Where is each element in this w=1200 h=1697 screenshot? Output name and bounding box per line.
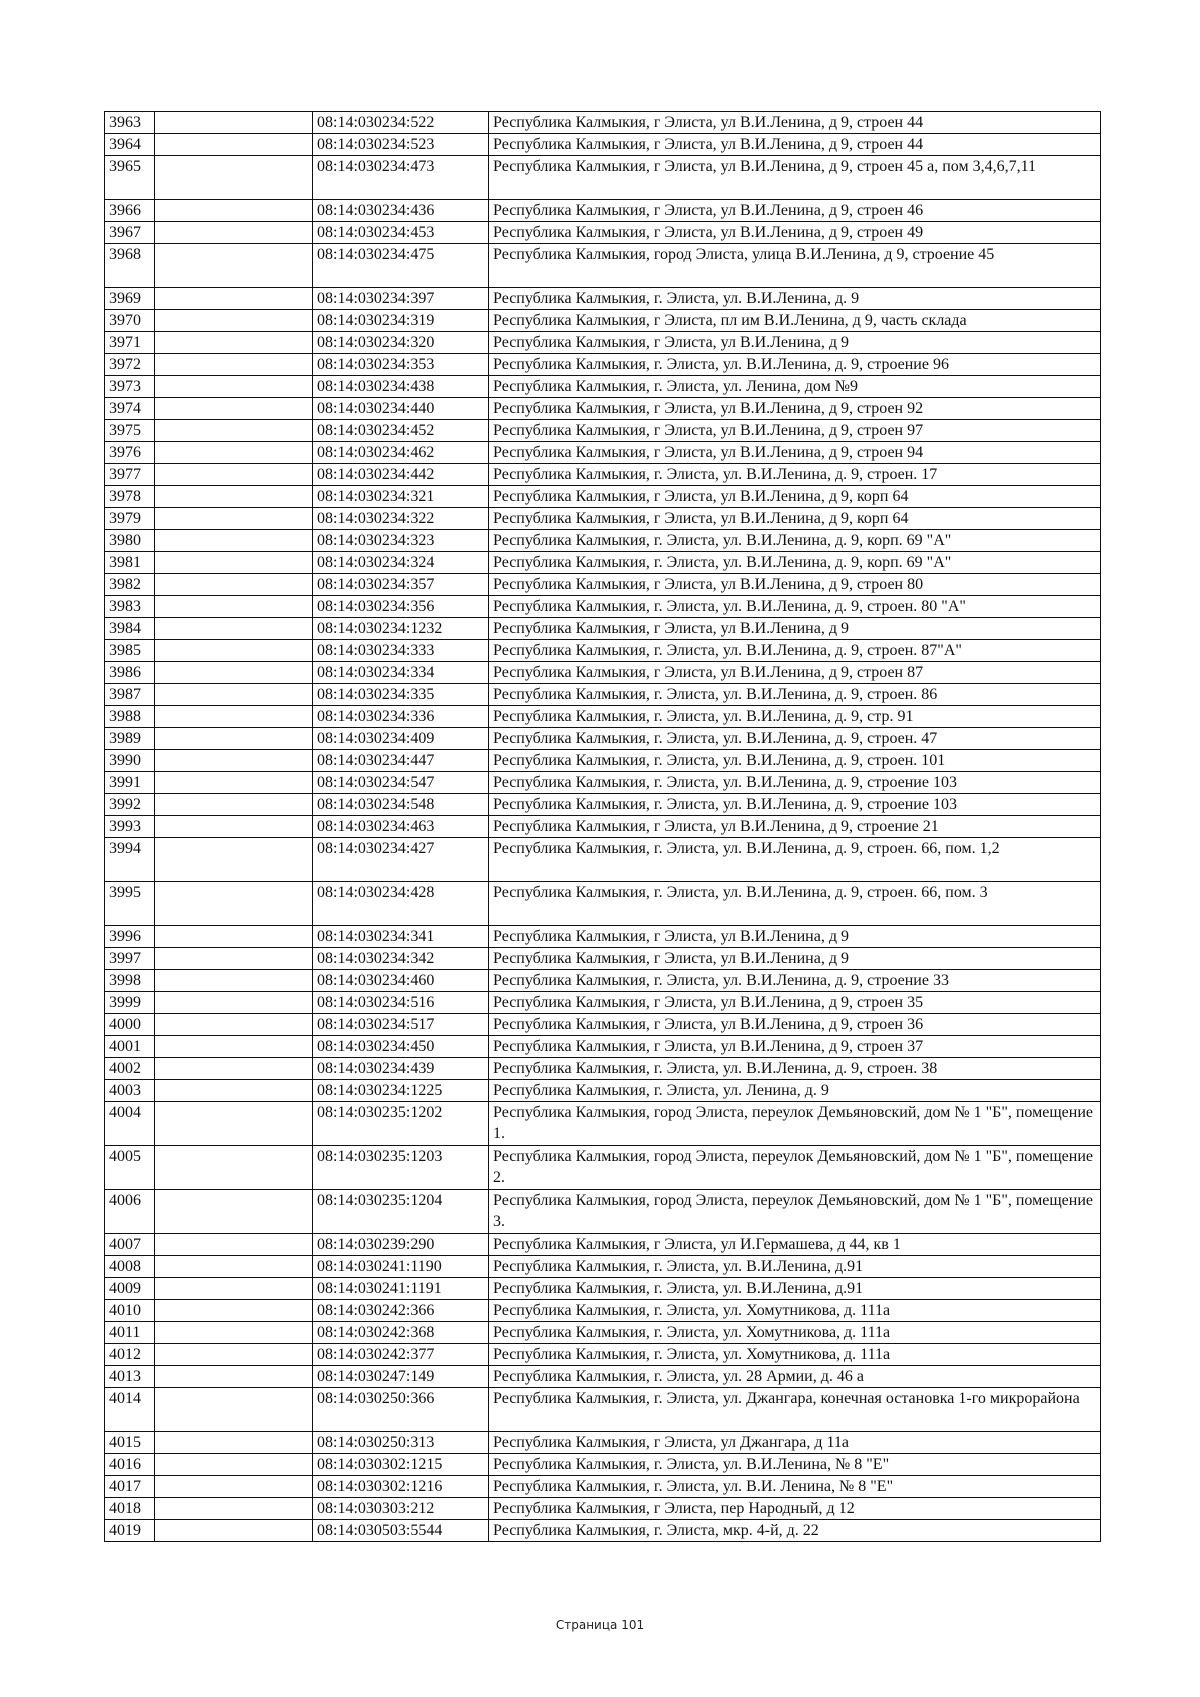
cadastral-number-cell: 08:14:030235:1204	[313, 1190, 489, 1234]
table-row	[105, 156, 1101, 200]
empty-cell	[155, 1344, 313, 1366]
row-number-cell: 3986	[105, 662, 155, 684]
address-cell: Республика Калмыкия, город Элиста, переулок Демьяновский, дом № 1 "Б", помещение 1.	[489, 1102, 1101, 1146]
cadastral-number-cell: 08:14:030234:453	[313, 222, 489, 244]
table-row	[105, 1454, 1101, 1476]
table-row	[105, 1322, 1101, 1344]
row-number-cell: 3998	[105, 970, 155, 992]
row-number-cell: 3978	[105, 486, 155, 508]
cadastral-number-cell: 08:14:030234:323	[313, 530, 489, 552]
empty-cell	[155, 222, 313, 244]
cadastral-number-cell: 08:14:030234:397	[313, 288, 489, 310]
table-row	[105, 1520, 1101, 1542]
table-row	[105, 948, 1101, 970]
table-row	[105, 1190, 1101, 1234]
empty-cell	[155, 552, 313, 574]
address-cell: Республика Калмыкия, г Элиста, ул В.И.Ленина, д 9, строен 46	[489, 200, 1101, 222]
empty-cell	[155, 354, 313, 376]
table-row	[105, 1366, 1101, 1388]
property-registry-table	[104, 111, 1101, 1542]
address-cell: Республика Калмыкия, г. Элиста, ул. В.И.Ленина, д.91	[489, 1278, 1101, 1300]
empty-cell	[155, 1190, 313, 1234]
row-number-cell: 3993	[105, 816, 155, 838]
empty-cell	[155, 970, 313, 992]
table-row	[105, 1388, 1101, 1432]
row-number-cell: 3983	[105, 596, 155, 618]
empty-cell	[155, 1520, 313, 1542]
row-number-cell: 3999	[105, 992, 155, 1014]
empty-cell	[155, 486, 313, 508]
cadastral-number-cell: 08:14:030234:462	[313, 442, 489, 464]
address-cell: Республика Калмыкия, г Элиста, ул В.И.Ленина, д 9, строен 97	[489, 420, 1101, 442]
address-cell: Республика Калмыкия, город Элиста, переулок Демьяновский, дом № 1 "Б", помещение 2.	[489, 1146, 1101, 1190]
address-cell: Республика Калмыкия, г Элиста, ул В.И.Ленина, д 9, строение 21	[489, 816, 1101, 838]
address-cell: Республика Калмыкия, г. Элиста, ул. В.И. Ленина, № 8 "Е"	[489, 1476, 1101, 1498]
table-row	[105, 442, 1101, 464]
empty-cell	[155, 1256, 313, 1278]
address-cell: Республика Калмыкия, г. Элиста, ул. Ленина, дом №9	[489, 376, 1101, 398]
table-row	[105, 992, 1101, 1014]
address-cell: Республика Калмыкия, г. Элиста, ул. В.И.Ленина, д. 9, корп. 69 "А"	[489, 552, 1101, 574]
address-cell: Республика Калмыкия, г Элиста, ул И.Гермашева, д 44, кв 1	[489, 1234, 1101, 1256]
row-number-cell: 3974	[105, 398, 155, 420]
row-number-cell: 3985	[105, 640, 155, 662]
address-cell: Республика Калмыкия, г. Элиста, ул. В.И.Ленина, д. 9, строен. 47	[489, 728, 1101, 750]
empty-cell	[155, 156, 313, 200]
row-number-cell: 4005	[105, 1146, 155, 1190]
table-row	[105, 354, 1101, 376]
cadastral-number-cell: 08:14:030242:368	[313, 1322, 489, 1344]
address-cell: Республика Калмыкия, г Элиста, пер Народный, д 12	[489, 1498, 1101, 1520]
empty-cell	[155, 596, 313, 618]
address-cell: Республика Калмыкия, г. Элиста, ул. Ленина, д. 9	[489, 1080, 1101, 1102]
row-number-cell: 3969	[105, 288, 155, 310]
cadastral-number-cell: 08:14:030234:463	[313, 816, 489, 838]
table-row	[105, 1014, 1101, 1036]
table-row	[105, 728, 1101, 750]
table-row	[105, 1278, 1101, 1300]
table-row	[105, 288, 1101, 310]
row-number-cell: 4009	[105, 1278, 155, 1300]
cadastral-number-cell: 08:14:030234:336	[313, 706, 489, 728]
table-row	[105, 794, 1101, 816]
address-cell: Республика Калмыкия, г. Элиста, ул. В.И.Ленина, д. 9, строение 96	[489, 354, 1101, 376]
empty-cell	[155, 992, 313, 1014]
cadastral-number-cell: 08:14:030235:1203	[313, 1146, 489, 1190]
table-row	[105, 816, 1101, 838]
cadastral-number-cell: 08:14:030234:522	[313, 112, 489, 134]
empty-cell	[155, 794, 313, 816]
row-number-cell: 3981	[105, 552, 155, 574]
address-cell: Республика Калмыкия, г Элиста, ул В.И.Ленина, д 9, строен 36	[489, 1014, 1101, 1036]
empty-cell	[155, 1102, 313, 1146]
row-number-cell: 4017	[105, 1476, 155, 1498]
empty-cell	[155, 112, 313, 134]
cadastral-number-cell: 08:14:030234:442	[313, 464, 489, 486]
address-cell: Республика Калмыкия, г. Элиста, ул. В.И.Ленина, д. 9, строен. 80 "А"	[489, 596, 1101, 618]
cadastral-number-cell: 08:14:030302:1216	[313, 1476, 489, 1498]
table-row	[105, 200, 1101, 222]
address-cell: Республика Калмыкия, г. Элиста, ул. В.И.Ленина, д. 9, строение 103	[489, 794, 1101, 816]
row-number-cell: 3977	[105, 464, 155, 486]
empty-cell	[155, 508, 313, 530]
cadastral-number-cell: 08:14:030234:333	[313, 640, 489, 662]
row-number-cell: 3973	[105, 376, 155, 398]
address-cell: Республика Калмыкия, г Элиста, ул В.И.Ленина, д 9, строен 44	[489, 112, 1101, 134]
table-row	[105, 464, 1101, 486]
cadastral-number-cell: 08:14:030234:341	[313, 926, 489, 948]
address-cell: Республика Калмыкия, г. Элиста, ул. В.И.Ленина, д. 9, строение 103	[489, 772, 1101, 794]
cadastral-number-cell: 08:14:030234:438	[313, 376, 489, 398]
cadastral-number-cell: 08:14:030239:290	[313, 1234, 489, 1256]
address-cell: Республика Калмыкия, г. Элиста, ул. В.И.Ленина, д. 9, корп. 69 "А"	[489, 530, 1101, 552]
cadastral-number-cell: 08:14:030503:5544	[313, 1520, 489, 1542]
row-number-cell: 4016	[105, 1454, 155, 1476]
cadastral-number-cell: 08:14:030234:516	[313, 992, 489, 1014]
row-number-cell: 4007	[105, 1234, 155, 1256]
table-row	[105, 772, 1101, 794]
row-number-cell: 3994	[105, 838, 155, 882]
empty-cell	[155, 1322, 313, 1344]
cadastral-number-cell: 08:14:030241:1191	[313, 1278, 489, 1300]
table-row	[105, 706, 1101, 728]
cadastral-number-cell: 08:14:030234:523	[313, 134, 489, 156]
table-row	[105, 244, 1101, 288]
row-number-cell: 3976	[105, 442, 155, 464]
table-row	[105, 662, 1101, 684]
cadastral-number-cell: 08:14:030234:1225	[313, 1080, 489, 1102]
row-number-cell: 3992	[105, 794, 155, 816]
table-row	[105, 1080, 1101, 1102]
table-row	[105, 486, 1101, 508]
address-cell: Республика Калмыкия, город Элиста, улица В.И.Ленина, д 9, строение 45	[489, 244, 1101, 288]
empty-cell	[155, 618, 313, 640]
cadastral-number-cell: 08:14:030250:313	[313, 1432, 489, 1454]
row-number-cell: 4010	[105, 1300, 155, 1322]
empty-cell	[155, 684, 313, 706]
registry-body	[105, 112, 1101, 1542]
address-cell: Республика Калмыкия, г. Элиста, ул. В.И.Ленина, д. 9, строен. 66, пом. 3	[489, 882, 1101, 926]
row-number-cell: 3972	[105, 354, 155, 376]
address-cell: Республика Калмыкия, г Элиста, ул В.И.Ленина, д 9, строен 92	[489, 398, 1101, 420]
row-number-cell: 4001	[105, 1036, 155, 1058]
address-cell: Республика Калмыкия, г Элиста, ул В.И.Ленина, д 9, строен 87	[489, 662, 1101, 684]
empty-cell	[155, 882, 313, 926]
address-cell: Республика Калмыкия, г Элиста, ул В.И.Ленина, д 9	[489, 948, 1101, 970]
empty-cell	[155, 574, 313, 596]
empty-cell	[155, 1498, 313, 1520]
cadastral-number-cell: 08:14:030234:547	[313, 772, 489, 794]
row-number-cell: 3997	[105, 948, 155, 970]
empty-cell	[155, 728, 313, 750]
cadastral-number-cell: 08:14:030247:149	[313, 1366, 489, 1388]
empty-cell	[155, 838, 313, 882]
empty-cell	[155, 310, 313, 332]
address-cell: Республика Калмыкия, г. Элиста, ул. В.И.Ленина, д. 9, строен. 38	[489, 1058, 1101, 1080]
empty-cell	[155, 706, 313, 728]
row-number-cell: 4003	[105, 1080, 155, 1102]
empty-cell	[155, 200, 313, 222]
row-number-cell: 3996	[105, 926, 155, 948]
row-number-cell: 3984	[105, 618, 155, 640]
cadastral-number-cell: 08:14:030234:473	[313, 156, 489, 200]
cadastral-number-cell: 08:14:030303:212	[313, 1498, 489, 1520]
address-cell: Республика Калмыкия, г Элиста, ул В.И.Ленина, д 9, строен 35	[489, 992, 1101, 1014]
empty-cell	[155, 442, 313, 464]
row-number-cell: 3975	[105, 420, 155, 442]
empty-cell	[155, 772, 313, 794]
table-row	[105, 508, 1101, 530]
row-number-cell: 4006	[105, 1190, 155, 1234]
empty-cell	[155, 1454, 313, 1476]
empty-cell	[155, 376, 313, 398]
table-row	[105, 1102, 1101, 1146]
empty-cell	[155, 948, 313, 970]
row-number-cell: 3989	[105, 728, 155, 750]
cadastral-number-cell: 08:14:030234:475	[313, 244, 489, 288]
empty-cell	[155, 244, 313, 288]
table-row	[105, 838, 1101, 882]
empty-cell	[155, 1366, 313, 1388]
empty-cell	[155, 816, 313, 838]
address-cell: Республика Калмыкия, г. Элиста, ул. В.И.Ленина, д. 9, стр. 91	[489, 706, 1101, 728]
cadastral-number-cell: 08:14:030234:342	[313, 948, 489, 970]
address-cell: Республика Калмыкия, город Элиста, переулок Демьяновский, дом № 1 "Б", помещение 3.	[489, 1190, 1101, 1234]
table-row	[105, 618, 1101, 640]
address-cell: Республика Калмыкия, г. Элиста, ул. 28 Армии, д. 46 а	[489, 1366, 1101, 1388]
address-cell: Республика Калмыкия, г. Элиста, ул. В.И.Ленина, д. 9	[489, 288, 1101, 310]
table-row	[105, 926, 1101, 948]
address-cell: Республика Калмыкия, г Элиста, ул В.И.Ленина, д 9	[489, 926, 1101, 948]
table-row	[105, 398, 1101, 420]
table-row	[105, 1036, 1101, 1058]
row-number-cell: 3991	[105, 772, 155, 794]
address-cell: Республика Калмыкия, г. Элиста, ул. В.И.Ленина, д. 9, строен. 17	[489, 464, 1101, 486]
row-number-cell: 3964	[105, 134, 155, 156]
table-row	[105, 1146, 1101, 1190]
cadastral-number-cell: 08:14:030234:439	[313, 1058, 489, 1080]
row-number-cell: 3982	[105, 574, 155, 596]
address-cell: Республика Калмыкия, г. Элиста, ул. В.И.Ленина, д. 9, строен. 86	[489, 684, 1101, 706]
table-row	[105, 684, 1101, 706]
empty-cell	[155, 640, 313, 662]
row-number-cell: 3995	[105, 882, 155, 926]
address-cell: Республика Калмыкия, г. Элиста, ул. В.И.Ленина, д. 9, строен. 101	[489, 750, 1101, 772]
empty-cell	[155, 1476, 313, 1498]
table-row	[105, 1344, 1101, 1366]
cadastral-number-cell: 08:14:030250:366	[313, 1388, 489, 1432]
table-row	[105, 420, 1101, 442]
row-number-cell: 3963	[105, 112, 155, 134]
row-number-cell: 3980	[105, 530, 155, 552]
table-row	[105, 750, 1101, 772]
address-cell: Республика Калмыкия, г Элиста, ул В.И.Ленина, д 9, строен 37	[489, 1036, 1101, 1058]
address-cell: Республика Калмыкия, г. Элиста, ул. В.И.Ленина, д. 9, строение 33	[489, 970, 1101, 992]
cadastral-number-cell: 08:14:030234:548	[313, 794, 489, 816]
cadastral-number-cell: 08:14:030235:1202	[313, 1102, 489, 1146]
empty-cell	[155, 926, 313, 948]
row-number-cell: 3990	[105, 750, 155, 772]
row-number-cell: 4015	[105, 1432, 155, 1454]
table-row	[105, 1058, 1101, 1080]
row-number-cell: 3966	[105, 200, 155, 222]
address-cell: Республика Калмыкия, г Элиста, ул В.И.Ленина, д 9, строен 94	[489, 442, 1101, 464]
table-row	[105, 530, 1101, 552]
address-cell: Республика Калмыкия, г. Элиста, ул. Хомутникова, д. 111а	[489, 1322, 1101, 1344]
table-row	[105, 310, 1101, 332]
empty-cell	[155, 1432, 313, 1454]
address-cell: Республика Калмыкия, г Элиста, ул В.И.Ленина, д 9, строен 45 а, пом 3,4,6,7,11	[489, 156, 1101, 200]
empty-cell	[155, 662, 313, 684]
empty-cell	[155, 464, 313, 486]
empty-cell	[155, 1014, 313, 1036]
row-number-cell: 3979	[105, 508, 155, 530]
table-row	[105, 332, 1101, 354]
empty-cell	[155, 750, 313, 772]
address-cell: Республика Калмыкия, г. Элиста, ул. В.И.Ленина, д. 9, строен. 87"А"	[489, 640, 1101, 662]
table-row	[105, 882, 1101, 926]
cadastral-number-cell: 08:14:030234:353	[313, 354, 489, 376]
address-cell: Республика Калмыкия, г Элиста, ул В.И.Ленина, д 9, корп 64	[489, 508, 1101, 530]
table-row	[105, 134, 1101, 156]
cadastral-number-cell: 08:14:030234:319	[313, 310, 489, 332]
cadastral-number-cell: 08:14:030241:1190	[313, 1256, 489, 1278]
row-number-cell: 4018	[105, 1498, 155, 1520]
cadastral-number-cell: 08:14:030234:334	[313, 662, 489, 684]
cadastral-number-cell: 08:14:030234:320	[313, 332, 489, 354]
cadastral-number-cell: 08:14:030234:356	[313, 596, 489, 618]
address-cell: Республика Калмыкия, г Элиста, ул В.И.Ленина, д 9	[489, 332, 1101, 354]
cadastral-number-cell: 08:14:030234:427	[313, 838, 489, 882]
cadastral-number-cell: 08:14:030234:409	[313, 728, 489, 750]
row-number-cell: 4012	[105, 1344, 155, 1366]
empty-cell	[155, 1146, 313, 1190]
table-row	[105, 574, 1101, 596]
table-row	[105, 596, 1101, 618]
cadastral-number-cell: 08:14:030234:460	[313, 970, 489, 992]
row-number-cell: 4014	[105, 1388, 155, 1432]
empty-cell	[155, 134, 313, 156]
empty-cell	[155, 1234, 313, 1256]
cadastral-number-cell: 08:14:030234:1232	[313, 618, 489, 640]
table-row	[105, 552, 1101, 574]
row-number-cell: 4000	[105, 1014, 155, 1036]
table-row	[105, 1300, 1101, 1322]
row-number-cell: 4002	[105, 1058, 155, 1080]
row-number-cell: 4004	[105, 1102, 155, 1146]
table-row	[105, 112, 1101, 134]
address-cell: Республика Калмыкия, г Элиста, ул Джангара, д 11а	[489, 1432, 1101, 1454]
cadastral-number-cell: 08:14:030234:440	[313, 398, 489, 420]
address-cell: Республика Калмыкия, г. Элиста, ул. Хомутникова, д. 111а	[489, 1344, 1101, 1366]
table-row	[105, 1432, 1101, 1454]
address-cell: Республика Калмыкия, г Элиста, ул В.И.Ленина, д 9, строен 49	[489, 222, 1101, 244]
row-number-cell: 3968	[105, 244, 155, 288]
empty-cell	[155, 288, 313, 310]
row-number-cell: 4011	[105, 1322, 155, 1344]
row-number-cell: 3967	[105, 222, 155, 244]
cadastral-number-cell: 08:14:030234:428	[313, 882, 489, 926]
address-cell: Республика Калмыкия, г. Элиста, ул. В.И.Ленина, д.91	[489, 1256, 1101, 1278]
address-cell: Республика Калмыкия, г Элиста, ул В.И.Ленина, д 9, строен 44	[489, 134, 1101, 156]
row-number-cell: 3987	[105, 684, 155, 706]
cadastral-number-cell: 08:14:030302:1215	[313, 1454, 489, 1476]
row-number-cell: 3971	[105, 332, 155, 354]
cadastral-number-cell: 08:14:030234:357	[313, 574, 489, 596]
table-row	[105, 1234, 1101, 1256]
address-cell: Республика Калмыкия, г. Элиста, ул. В.И.Ленина, № 8 "Е"	[489, 1454, 1101, 1476]
row-number-cell: 4019	[105, 1520, 155, 1542]
table-row	[105, 1498, 1101, 1520]
row-number-cell: 3970	[105, 310, 155, 332]
cadastral-number-cell: 08:14:030242:366	[313, 1300, 489, 1322]
cadastral-number-cell: 08:14:030234:335	[313, 684, 489, 706]
empty-cell	[155, 1388, 313, 1432]
address-cell: Республика Калмыкия, г. Элиста, ул. Джангара, конечная остановка 1-го микрорайона	[489, 1388, 1101, 1432]
address-cell: Республика Калмыкия, г Элиста, ул В.И.Ленина, д 9, строен 80	[489, 574, 1101, 596]
cadastral-number-cell: 08:14:030234:324	[313, 552, 489, 574]
empty-cell	[155, 1036, 313, 1058]
table-row	[105, 1476, 1101, 1498]
empty-cell	[155, 1058, 313, 1080]
empty-cell	[155, 1278, 313, 1300]
table-row	[105, 970, 1101, 992]
empty-cell	[155, 420, 313, 442]
cadastral-number-cell: 08:14:030234:447	[313, 750, 489, 772]
page-number: Страница 101	[555, 1618, 645, 1632]
empty-cell	[155, 1300, 313, 1322]
row-number-cell: 4013	[105, 1366, 155, 1388]
address-cell: Республика Калмыкия, г Элиста, ул В.И.Ленина, д 9, корп 64	[489, 486, 1101, 508]
empty-cell	[155, 1080, 313, 1102]
cadastral-number-cell: 08:14:030242:377	[313, 1344, 489, 1366]
row-number-cell: 4008	[105, 1256, 155, 1278]
cadastral-number-cell: 08:14:030234:450	[313, 1036, 489, 1058]
cadastral-number-cell: 08:14:030234:322	[313, 508, 489, 530]
cadastral-number-cell: 08:14:030234:321	[313, 486, 489, 508]
cadastral-number-cell: 08:14:030234:436	[313, 200, 489, 222]
empty-cell	[155, 332, 313, 354]
cadastral-number-cell: 08:14:030234:517	[313, 1014, 489, 1036]
address-cell: Республика Калмыкия, г Элиста, пл им В.И.Ленина, д 9, часть склада	[489, 310, 1101, 332]
address-cell: Республика Калмыкия, г. Элиста, ул. В.И.Ленина, д. 9, строен. 66, пом. 1,2	[489, 838, 1101, 882]
row-number-cell: 3988	[105, 706, 155, 728]
address-cell: Республика Калмыкия, г. Элиста, мкр. 4-й, д. 22	[489, 1520, 1101, 1542]
table-row	[105, 376, 1101, 398]
row-number-cell: 3965	[105, 156, 155, 200]
empty-cell	[155, 398, 313, 420]
address-cell: Республика Калмыкия, г Элиста, ул В.И.Ленина, д 9	[489, 618, 1101, 640]
cadastral-number-cell: 08:14:030234:452	[313, 420, 489, 442]
table-row	[105, 222, 1101, 244]
empty-cell	[155, 530, 313, 552]
table-row	[105, 640, 1101, 662]
table-row	[105, 1256, 1101, 1278]
address-cell: Республика Калмыкия, г. Элиста, ул. Хомутникова, д. 111а	[489, 1300, 1101, 1322]
